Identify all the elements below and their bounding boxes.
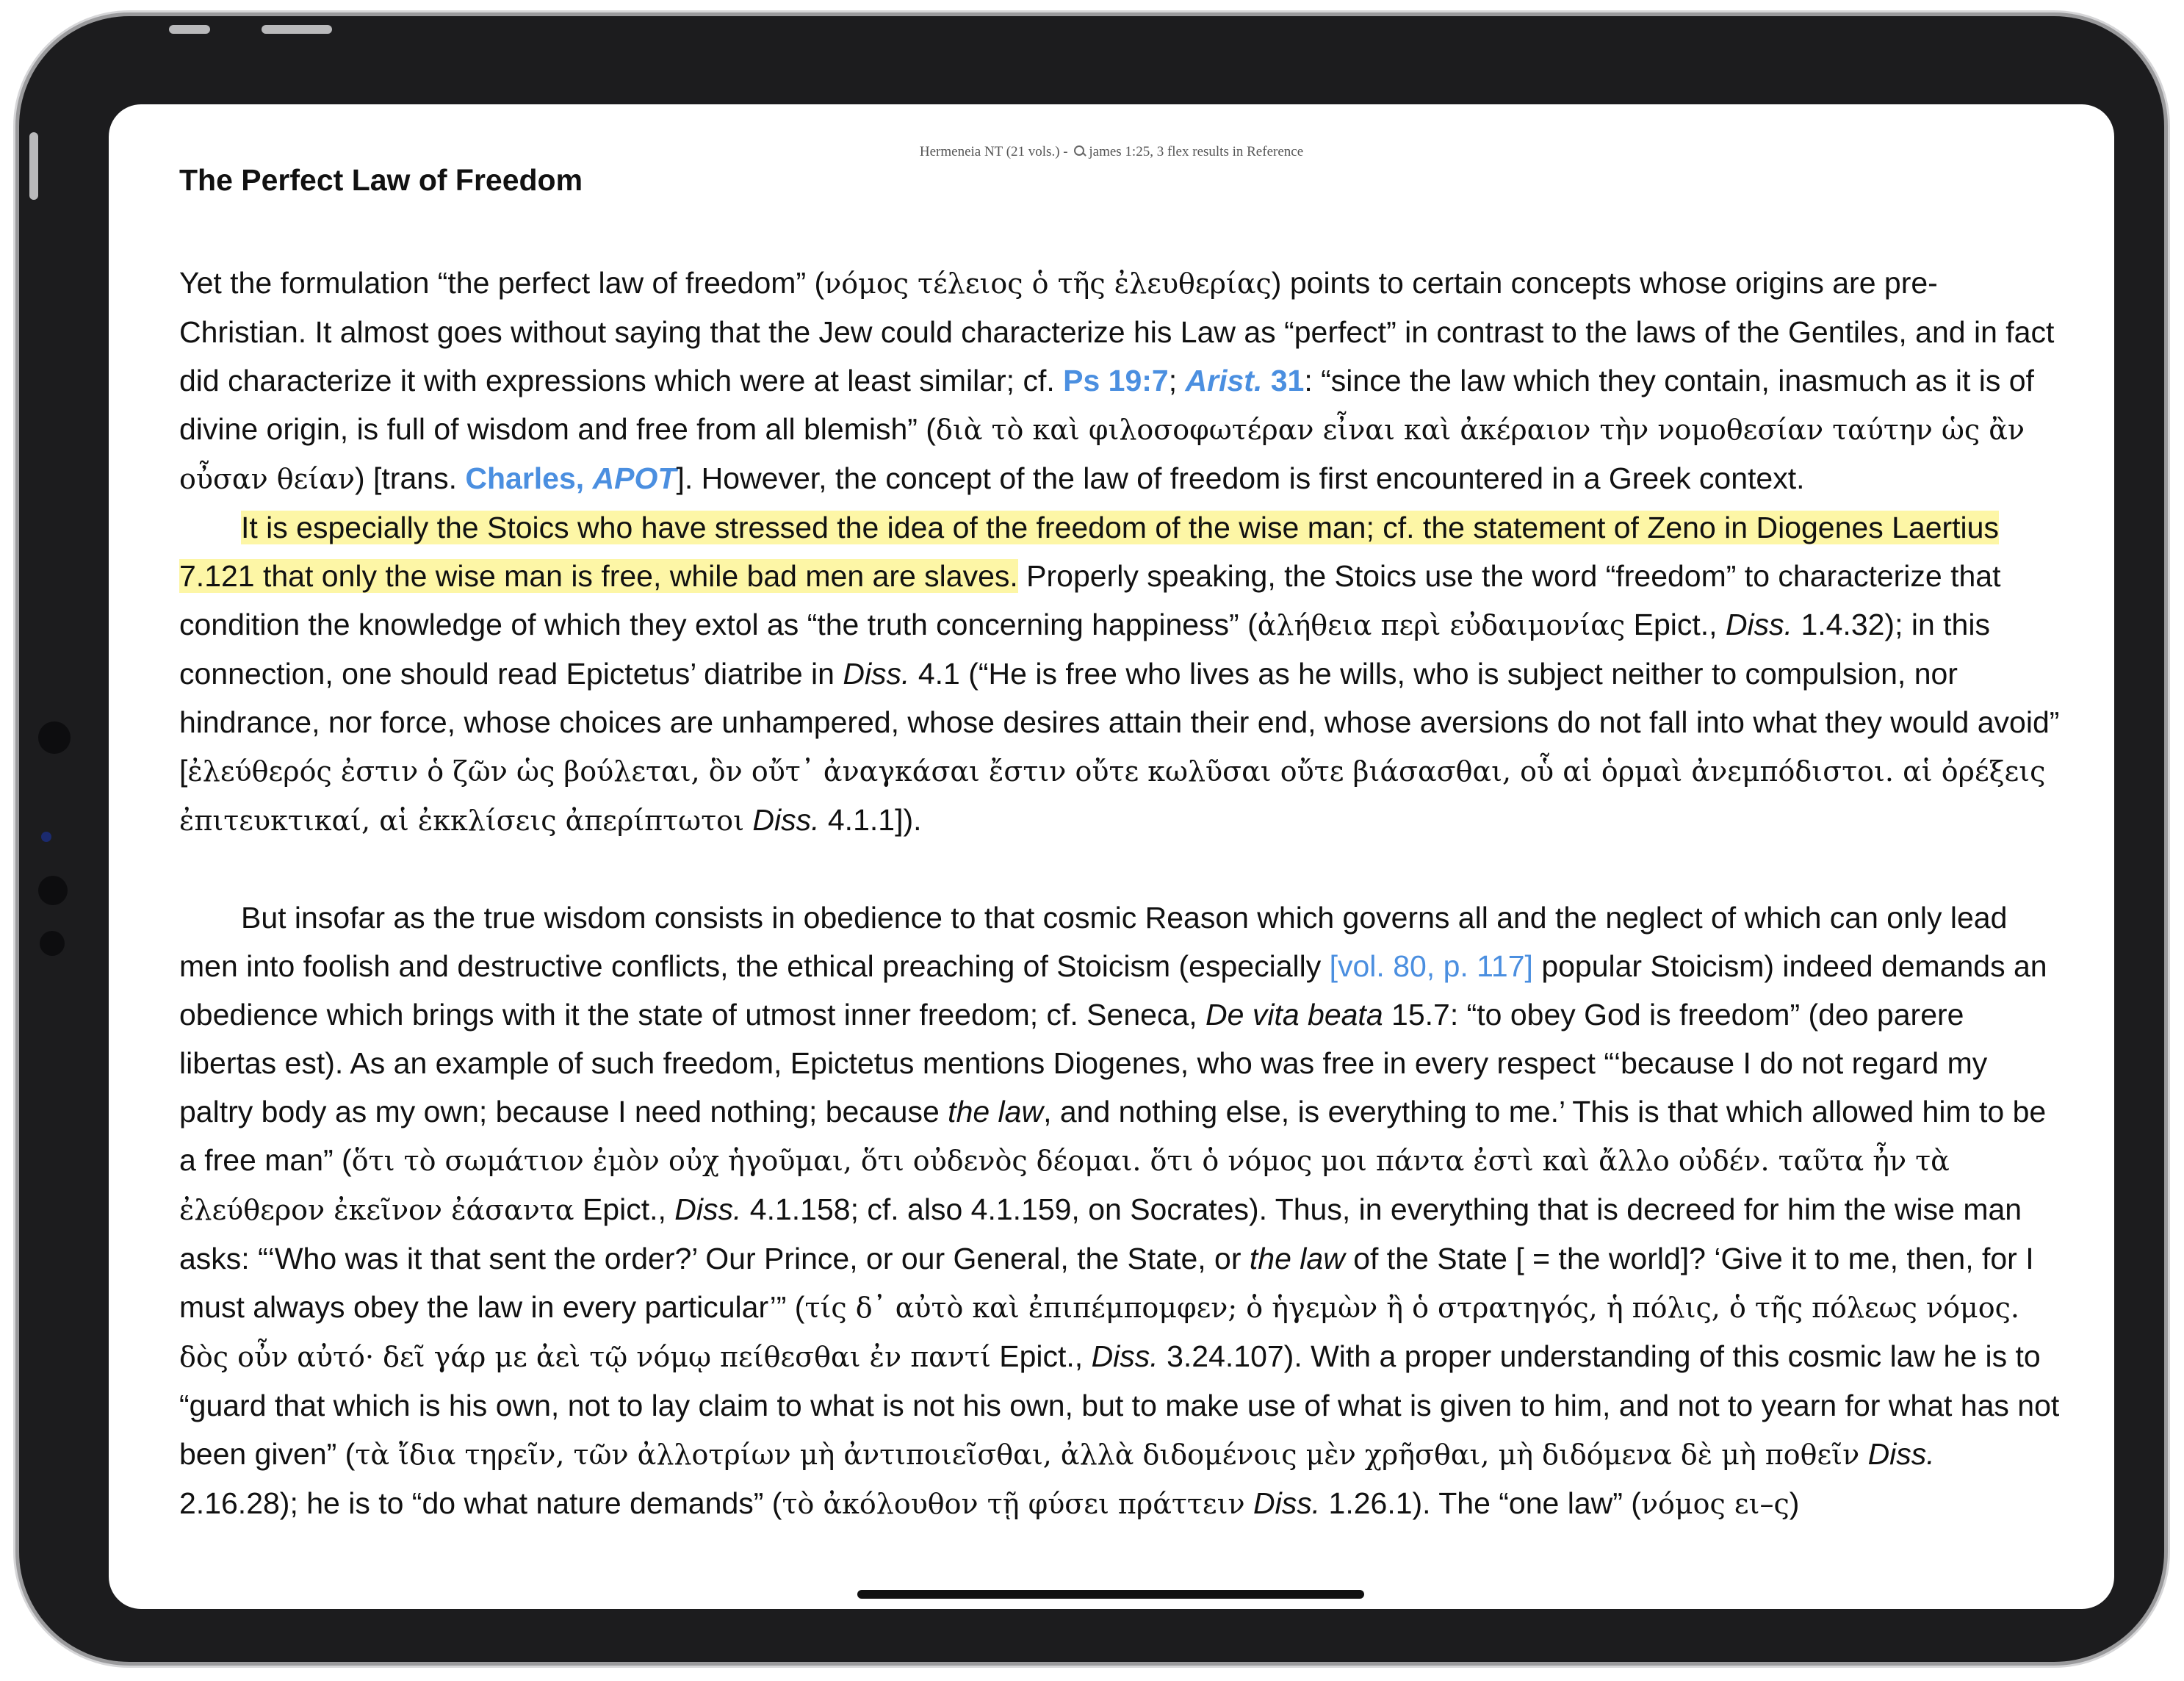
text-run <box>744 803 752 837</box>
article-body <box>179 259 2060 1528</box>
text-run: 1.4.32); in this connection, one should read Epictetus’ diatribe in <box>179 608 1990 691</box>
greek-text: ἐλεύθερός ἐστιν ὁ ζῶν ὡς βούλεται, ὃν οὔτ᾽ ἀναγκάσαι ἔστιν οὔτε κωλῦσαι οὔτε βιάσασθαι, οὗ αἱ ὁρμαὶ ἀνεμπόδιστοι. αἱ ὀρέξεις ἐπιτευκτικαί, αἱ ἐκκλίσεις ἀπερίπτωτοι <box>179 755 2046 837</box>
text-run: , and nothing else, is everything to me.’ This is that which allowed him to be a free man” ( <box>179 1095 2047 1177</box>
italic-text: the law <box>1249 1242 1345 1275</box>
text-run: 4.1 (“He is free who lives as he wills, who is subject neither to compulsion, nor hindrance, nor force, whose choices are unhampered, whose desires attain their end, whose aversions do not fall into what they would avoid” [ <box>179 657 2060 788</box>
power-button <box>262 25 332 34</box>
reference-link-arist-number[interactable]: 31 <box>1270 364 1305 397</box>
home-indicator[interactable] <box>857 1590 1364 1599</box>
text-run: 4.1.158; cf. also 4.1.159, on Socrates). Thus, in everything that is decreed for him the wise man asks: “‘Who was it that sent the order?’ Our Prince, or our General, the State, or <box>179 1192 2022 1275</box>
italic-text: Diss. <box>843 657 910 691</box>
greek-text: νόμος ει–ς <box>1640 1488 1790 1520</box>
search-icon <box>1074 145 1086 157</box>
text-run <box>1245 1486 1253 1520</box>
sensor-dot <box>38 876 68 905</box>
text-run: 15.7: “to obey God is freedom” (deo parere libertas est). As an example of such freedom, Epictetus mentions Diogenes, who was free in every respect “‘because I do not regard my paltry body as my own; because I need nothing; because <box>179 998 1988 1129</box>
sensor-dot <box>40 931 65 956</box>
article-heading: The Perfect Law of Freedom <box>179 163 583 197</box>
text-run: of the State [ = the world]? ‘Give it to me, then, for I must always obey the law in every particular’” ( <box>179 1242 2034 1324</box>
greek-text: διὰ τὸ καὶ φιλοσοφωτέραν εἶναι καὶ ἀκέραιον τὴν νομοθεσίαν ταύτην ὡς ἂν οὖσαν θείαν <box>179 414 2025 495</box>
reference-link-charles[interactable]: Charles, <box>465 461 585 495</box>
italic-text: Diss. <box>1867 1437 1935 1471</box>
highlighted-text[interactable]: It is especially the Stoics who have stressed the idea of the freedom of the wise man; cf. the statement of Zeno in Diogenes Laertius 7.121 that only the wise man is free, while bad men are slaves. <box>179 511 1999 593</box>
text-run: Epict., <box>990 1339 1092 1373</box>
text-run: Epict., <box>1625 608 1726 641</box>
text-run: ) [trans. <box>354 461 466 495</box>
greek-text: τίς δ᾽ αὐτὸ καὶ ἐπιπέμπομφεν; ὁ ἡγεμὼν ἢ ὁ στρατηγός, ἡ πόλις, ὁ τῆς πόλεως νόμος. δὸς οὖν αὐτό· δεῖ γάρ με ἀεὶ τῷ νόμῳ πείθεσθαι ἐν παντί <box>179 1292 2019 1373</box>
status-resource-title: Hermeneia NT (21 vols.) - <box>919 144 1068 159</box>
text-run: ]. However, the concept of the law of freedom is first encountered in a Greek context. <box>676 461 1805 495</box>
text-run: popular Stoicism) indeed demands an obedience which brings with it the state of utmost inner freedom; cf. Seneca, <box>179 949 2047 1032</box>
text-run: ) <box>1789 1486 1800 1520</box>
reference-link-apot[interactable]: APOT <box>592 461 677 495</box>
paragraph <box>179 259 2060 503</box>
text-run: 4.1.1]). <box>819 803 922 837</box>
italic-text: Diss. <box>1091 1339 1158 1373</box>
text-run <box>1859 1437 1867 1471</box>
reference-link-arist[interactable]: Arist. <box>1185 364 1263 397</box>
italic-text: Diss. <box>752 803 820 837</box>
greek-text: νόμος τέλειος ὁ τῆς ἐλευθερίας <box>824 267 1272 300</box>
italic-text: Diss. <box>1253 1486 1321 1520</box>
camera-lens <box>38 721 71 754</box>
text-run: 3.24.107). With a proper understanding of this cosmic law he is to “guard that which is his own, not to lay claim to what is not his own, but to make use of what is given to him, and not to yearn for what has not been given” ( <box>179 1339 2060 1471</box>
italic-text: De vita beata <box>1205 998 1383 1032</box>
screen <box>109 104 2114 1609</box>
italic-text: Diss. <box>674 1192 742 1226</box>
reference-link-ps[interactable]: Ps 19:7 <box>1063 364 1169 397</box>
volume-button <box>169 25 210 34</box>
side-button <box>29 132 38 200</box>
camera-indicator <box>41 832 51 842</box>
text-run: 2.16.28); he is to “do what nature demands” ( <box>179 1486 782 1520</box>
greek-text: ὅτι τὸ σωμάτιον ἐμὸν οὐχ ἡγοῦμαι, ὅτι οὐδενὸς δέομαι. ὅτι ὁ νόμος μοι πάντα ἐστὶ καὶ ἄλλο οὐδέν. ταῦτα ἦν τὰ ἐλεύθερον ἐκεῖνον ἐάσαντα <box>179 1145 1950 1226</box>
greek-text: τὸ ἀκόλουθον τῇ φύσει πράττειν <box>782 1488 1245 1520</box>
ipad-frame <box>19 16 2164 1662</box>
status-search-query[interactable]: james 1:25, 3 flex results in Reference <box>1089 144 1304 159</box>
text-run: But insofar as the true wisdom consists in obedience to that cosmic Reason which governs all and the neglect of which can only lead men into foolish and destructive conflicts, the ethical preaching of Stoicism (especially <box>179 901 2008 983</box>
text-run: : “since the law which they contain, inasmuch as it is of divine origin, is full of wisdom and free from all blemish” ( <box>179 364 2034 446</box>
paragraph <box>179 893 2060 1528</box>
paragraph <box>179 503 2060 845</box>
italic-text: the law <box>948 1095 1044 1129</box>
status-bar[interactable] <box>109 144 2114 160</box>
text-run: Epict., <box>574 1192 675 1226</box>
text-run: 1.26.1). The “one law” ( <box>1320 1486 1641 1520</box>
text-run: Properly speaking, the Stoics use the word “freedom” to characterize that condition the knowledge of which they extol as “the truth concerning happiness” ( <box>179 559 2001 641</box>
greek-text: ἀλήθεια περὶ εὐδαιμονίας <box>1257 609 1626 641</box>
text-run: Yet the formulation “the perfect law of freedom” ( <box>179 266 825 300</box>
text-run: ) points to certain concepts whose origins are pre-Christian. It almost goes without saying that the Jew could characterize his Law as “perfect” in contrast to the laws of the Gentiles, and in fact did characterize it with expressions which were at least similar; cf. <box>179 266 2055 397</box>
italic-text: Diss. <box>1725 608 1793 641</box>
page-reference-link[interactable]: [vol. 80, p. 117] <box>1329 949 1533 983</box>
paragraph-gap <box>179 845 2060 893</box>
greek-text: τὰ ἴδια τηρεῖν, τῶν ἀλλοτρίων μὴ ἀντιποιεῖσθαι, ἀλλὰ διδομένοις μὲν χρῆσθαι, μὴ διδόμενα δὲ μὴ ποθεῖν <box>355 1439 1860 1471</box>
text-run: ; <box>1168 364 1186 397</box>
